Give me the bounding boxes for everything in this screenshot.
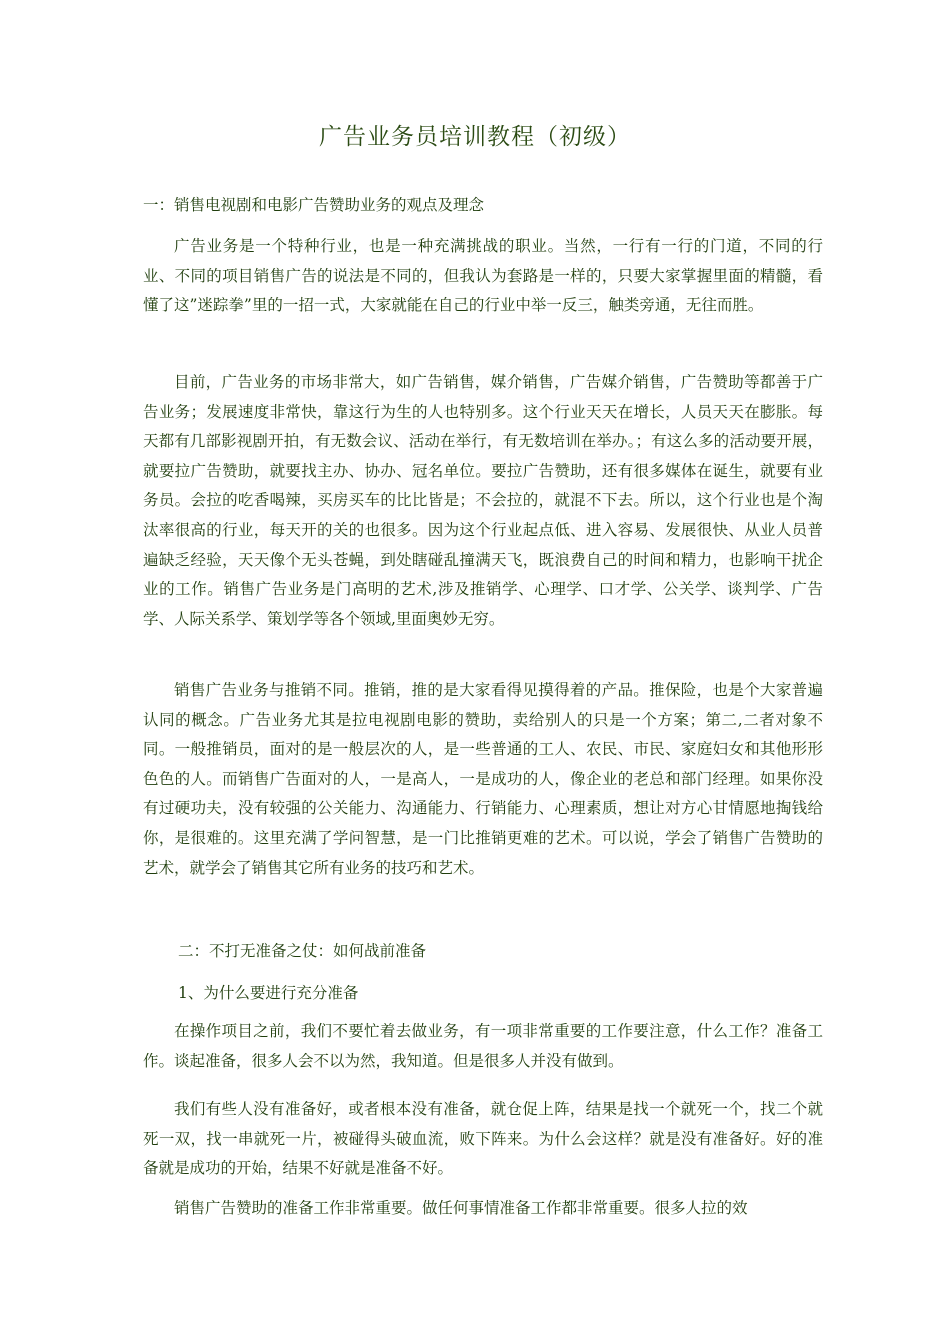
section-heading-1: 一：销售电视剧和电影广告赞助业务的观点及理念 <box>143 196 485 214</box>
paragraph-1: 广告业务是一个特种行业，也是一种充满挑战的职业。当然，一行有一行的门道，不同的行业、不同的项目销售广告的说法是不同的，但我认为套路是一样的，只要大家掌握里面的精髓，看懂了这”迷踪拳”里的一招一式，大家就能在自己的行业中举一反三，触类旁通，无往而胜。 <box>143 237 823 315</box>
paragraph-3: 销售广告业务与推销不同。推销，推的是大家看得见摸得着的产品。推保险，也是个大家普遍认同的概念。广告业务尤其是拉电视剧电影的赞助，卖给别人的只是一个方案；第二,二者对象不同。一般推销员，面对的是一般层次的人，是一些普通的工人、农民、市民、家庭妇女和其他形形色色的人。而销售广告面对的人，一是高人，一是成功的人，像企业的老总和部门经理。如果你没有过硬功夫，没有较强的公关能力、沟通能力、行销能力、心理素质，想让对方心甘情愿地掏钱给你，是很难的。这里充满了学问智慧，是一门比推销更难的艺术。可以说，学会了销售广告赞助的艺术，就学会了销售其它所有业务的技巧和艺术。 <box>143 681 823 877</box>
section-heading-2: 二：不打无准备之仗：如何战前准备 <box>178 942 427 960</box>
document-title: 广告业务员培训教程（初级） <box>319 124 631 150</box>
paragraph-6: 销售广告赞助的准备工作非常重要。做任何事情准备工作都非常重要。很多人拉的效 <box>174 1199 748 1217</box>
paragraph-4: 在操作项目之前，我们不要忙着去做业务，有一项非常重要的工作要注意，什么工作？准备工作。谈起准备，很多人会不以为然，我知道。但是很多人并没有做到。 <box>143 1022 823 1070</box>
subsection-heading-1: 1、为什么要进行充分准备 <box>178 984 359 1002</box>
paragraph-2: 目前，广告业务的市场非常大，如广告销售，媒介销售，广告媒介销售，广告赞助等都善于广告业务；发展速度非常快，靠这行为生的人也特别多。这个行业天天在增长，人员天天在膨胀。每天都有几部影视剧开拍，有无数会议、活动在举行，有无数培训在举办。；有这么多的活动要开展，就要拉广告赞助，就要找主办、协办、冠名单位。要拉广告赞助，还有很多媒体在诞生，就要有业务员。会拉的吃香喝辣，买房买车的比比皆是；不会拉的，就混不下去。所以，这个行业也是个淘汰率很高的行业，每天开的关的也很多。因为这个行业起点低、进入容易、发展很快、从业人员普遍缺乏经验，天天像个无头苍蝇，到处瞎碰乱撞满天飞，既浪费自己的时间和精力，也影响干扰企业的工作。销售广告业务是门高明的艺术,涉及推销学、心理学、口才学、公关学、谈判学、广告学、人际关系学、策划学等各个领域,里面奥妙无穷。 <box>143 373 823 628</box>
paragraph-5: 我们有些人没有准备好，或者根本没有准备，就仓促上阵，结果是找一个就死一个，找二个就死一双，找一串就死一片，被碰得头破血流，败下阵来。为什么会这样？就是没有准备好。好的准备就是成功的开始，结果不好就是准备不好。 <box>143 1100 823 1178</box>
